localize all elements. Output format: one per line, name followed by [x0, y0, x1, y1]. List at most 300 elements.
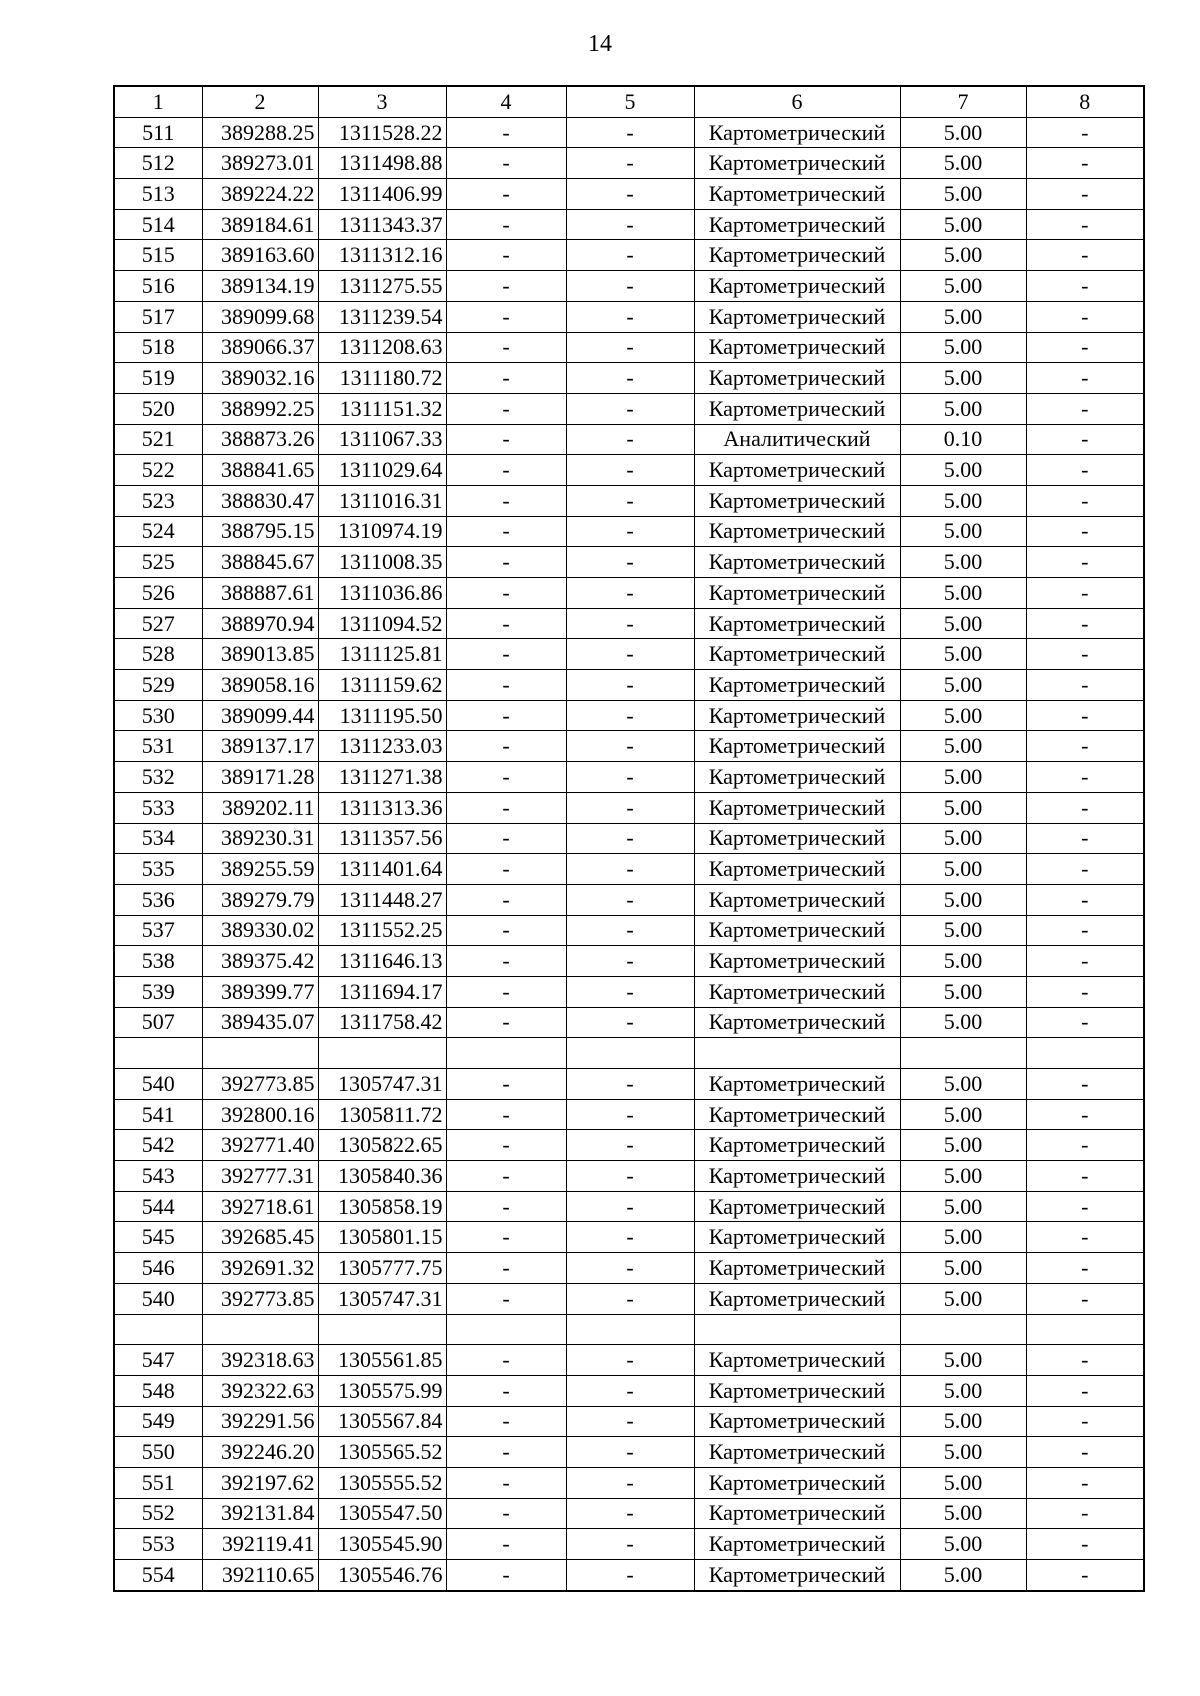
table-cell-col-1: 526	[114, 578, 202, 609]
table-cell-col-3: 1311094.52	[318, 608, 446, 639]
table-cell-col-3: 1305546.76	[318, 1560, 446, 1591]
table-cell-col-7: 5.00	[900, 547, 1026, 578]
table-cell-col-4: -	[446, 485, 566, 516]
table-cell-col-7: 5.00	[900, 792, 1026, 823]
table-cell-col-4: -	[446, 1345, 566, 1376]
table-cell-col-8: -	[1026, 976, 1144, 1007]
table-cell-col-1: 535	[114, 854, 202, 885]
table-cell-col-6: Картометрический	[694, 1467, 900, 1498]
table-cell-col-7: 5.00	[900, 1437, 1026, 1468]
table-row	[114, 1161, 1144, 1192]
table-cell-col-8	[1026, 1038, 1144, 1069]
table-cell-col-2: 389224.22	[202, 179, 318, 210]
table-cell-col-6: Аналитический	[694, 424, 900, 455]
table-cell-col-1: 529	[114, 670, 202, 701]
table-cell-col-6: Картометрический	[694, 1099, 900, 1130]
table-row	[114, 608, 1144, 639]
table-cell-col-1: 537	[114, 915, 202, 946]
table-cell-col-5: -	[566, 700, 694, 731]
table-cell-col-3	[318, 1038, 446, 1069]
table-cell-col-8: -	[1026, 762, 1144, 793]
table-cell-col-7: 5.00	[900, 271, 1026, 302]
table-cell-col-5: -	[566, 1375, 694, 1406]
table-cell-col-5: -	[566, 578, 694, 609]
table-cell-col-3: 1311233.03	[318, 731, 446, 762]
table-cell-col-7: 5.00	[900, 976, 1026, 1007]
table-cell-col-8: -	[1026, 240, 1144, 271]
table-cell-col-8: -	[1026, 670, 1144, 701]
table-cell-col-5: -	[566, 1222, 694, 1253]
table-cell-col-6: Картометрический	[694, 639, 900, 670]
table-cell-col-5: -	[566, 1069, 694, 1100]
table-cell-col-4: -	[446, 1222, 566, 1253]
table-cell-col-2: 389273.01	[202, 148, 318, 179]
table-cell-col-7: 5.00	[900, 117, 1026, 148]
table-cell-col-7: 5.00	[900, 485, 1026, 516]
table-cell-col-8: -	[1026, 301, 1144, 332]
table-cell-col-3: 1310974.19	[318, 516, 446, 547]
table-cell-col-5: -	[566, 332, 694, 363]
table-cell-col-2: 388887.61	[202, 578, 318, 609]
table-cell-col-7: 5.00	[900, 670, 1026, 701]
table-cell-col-8: -	[1026, 1467, 1144, 1498]
table-cell-col-3	[318, 1314, 446, 1345]
table-cell-col-1: 530	[114, 700, 202, 731]
table-cell-col-8: -	[1026, 1437, 1144, 1468]
table-cell-col-7: 5.00	[900, 1467, 1026, 1498]
table-row	[114, 1069, 1144, 1100]
table-cell-col-5: -	[566, 823, 694, 854]
table-cell-col-8: -	[1026, 884, 1144, 915]
table-cell-col-1: 520	[114, 393, 202, 424]
table-cell-col-4: -	[446, 179, 566, 210]
table-cell-col-1: 507	[114, 1007, 202, 1038]
table-cell-col-1: 518	[114, 332, 202, 363]
table-cell-col-6: Картометрический	[694, 884, 900, 915]
table-cell-col-7: 5.00	[900, 1406, 1026, 1437]
table-cell-col-5: -	[566, 393, 694, 424]
table-cell-col-4: -	[446, 1099, 566, 1130]
table-cell-col-1: 549	[114, 1406, 202, 1437]
table-cell-col-3: 1311067.33	[318, 424, 446, 455]
table-cell-col-6: Картометрический	[694, 1007, 900, 1038]
table-cell-col-8: -	[1026, 1161, 1144, 1192]
table-cell-col-5: -	[566, 1467, 694, 1498]
table-cell-col-4: -	[446, 547, 566, 578]
table-cell-col-5: -	[566, 946, 694, 977]
table-cell-col-2: 392773.85	[202, 1283, 318, 1314]
table-cell-col-7: 5.00	[900, 1529, 1026, 1560]
table-cell-col-6: Картометрический	[694, 1283, 900, 1314]
table-cell-col-5: -	[566, 1406, 694, 1437]
table-cell-col-4: -	[446, 700, 566, 731]
table-cell-col-5: -	[566, 1560, 694, 1591]
table-cell-col-6: Картометрический	[694, 670, 900, 701]
table-cell-col-7: 5.00	[900, 915, 1026, 946]
table-cell-col-8: -	[1026, 271, 1144, 302]
table-cell-col-7	[900, 1038, 1026, 1069]
table-cell-col-8: -	[1026, 1007, 1144, 1038]
table-cell-col-5: -	[566, 915, 694, 946]
table-row	[114, 1007, 1144, 1038]
table-cell-col-1: 525	[114, 547, 202, 578]
table-row	[114, 1099, 1144, 1130]
table-cell-col-1: 548	[114, 1375, 202, 1406]
table-row	[114, 1283, 1144, 1314]
table-cell-col-3: 1311528.22	[318, 117, 446, 148]
table-row	[114, 946, 1144, 977]
table-cell-col-6: Картометрический	[694, 700, 900, 731]
table-cell-col-2: 392119.41	[202, 1529, 318, 1560]
table-cell-col-2: 392718.61	[202, 1191, 318, 1222]
table-cell-col-7: 5.00	[900, 1099, 1026, 1130]
table-cell-col-2: 388830.47	[202, 485, 318, 516]
table-cell-col-2: 389099.44	[202, 700, 318, 731]
table-cell-col-2: 392322.63	[202, 1375, 318, 1406]
table-row	[114, 271, 1144, 302]
column-header-4: 4	[446, 86, 566, 117]
table-cell-col-1: 544	[114, 1191, 202, 1222]
table-cell-col-3: 1305561.85	[318, 1345, 446, 1376]
table-cell-col-2: 389435.07	[202, 1007, 318, 1038]
table-cell-col-5: -	[566, 1498, 694, 1529]
table-cell-col-1: 542	[114, 1130, 202, 1161]
table-cell-col-8: -	[1026, 578, 1144, 609]
table-cell-col-8: -	[1026, 455, 1144, 486]
table-cell-col-2: 389163.60	[202, 240, 318, 271]
table-cell-col-5: -	[566, 516, 694, 547]
table-row	[114, 1038, 1144, 1069]
table-cell-col-7: 5.00	[900, 1161, 1026, 1192]
table-cell-col-3: 1311208.63	[318, 332, 446, 363]
table-row	[114, 762, 1144, 793]
table-cell-col-7: 5.00	[900, 823, 1026, 854]
table-cell-col-1: 512	[114, 148, 202, 179]
table-cell-col-5: -	[566, 1529, 694, 1560]
table-cell-col-4: -	[446, 1498, 566, 1529]
table-cell-col-5: -	[566, 884, 694, 915]
table-cell-col-7: 5.00	[900, 516, 1026, 547]
table-row	[114, 117, 1144, 148]
table-cell-col-3: 1311029.64	[318, 455, 446, 486]
table-cell-col-3: 1311312.16	[318, 240, 446, 271]
table-cell-col-7: 5.00	[900, 455, 1026, 486]
table-cell-col-3: 1311271.38	[318, 762, 446, 793]
table-row	[114, 1345, 1144, 1376]
table-row	[114, 1314, 1144, 1345]
table-cell-col-1: 513	[114, 179, 202, 210]
table-cell-col-4: -	[446, 455, 566, 486]
table-cell-col-3: 1311448.27	[318, 884, 446, 915]
table-row	[114, 1467, 1144, 1498]
table-cell-col-2: 389013.85	[202, 639, 318, 670]
table-cell-col-4	[446, 1038, 566, 1069]
table-cell-col-3: 1311008.35	[318, 547, 446, 578]
table-cell-col-2: 389066.37	[202, 332, 318, 363]
table-cell-col-3: 1311239.54	[318, 301, 446, 332]
table-cell-col-2: 388845.67	[202, 547, 318, 578]
table-cell-col-1: 515	[114, 240, 202, 271]
table-cell-col-5: -	[566, 485, 694, 516]
table-cell-col-1: 516	[114, 271, 202, 302]
table-cell-col-3: 1305555.52	[318, 1467, 446, 1498]
table-cell-col-6: Картометрический	[694, 608, 900, 639]
table-row	[114, 731, 1144, 762]
table-cell-col-4: -	[446, 117, 566, 148]
table-cell-col-7	[900, 1314, 1026, 1345]
table-cell-col-1: 521	[114, 424, 202, 455]
table-cell-col-4: -	[446, 762, 566, 793]
table-cell-col-8: -	[1026, 915, 1144, 946]
table-cell-col-3: 1305565.52	[318, 1437, 446, 1468]
table-cell-col-8: -	[1026, 1222, 1144, 1253]
table-cell-col-3: 1311552.25	[318, 915, 446, 946]
table-cell-col-5: -	[566, 1130, 694, 1161]
table-cell-col-3: 1311357.56	[318, 823, 446, 854]
table-cell-col-1: 539	[114, 976, 202, 1007]
table-cell-col-4: -	[446, 976, 566, 1007]
table-cell-col-7: 5.00	[900, 700, 1026, 731]
table-cell-col-6: Картометрический	[694, 823, 900, 854]
table-cell-col-1: 519	[114, 363, 202, 394]
table-cell-col-5: -	[566, 117, 694, 148]
table-cell-col-3: 1311343.37	[318, 209, 446, 240]
table-cell-col-7: 5.00	[900, 884, 1026, 915]
table-cell-col-4: -	[446, 1467, 566, 1498]
table-cell-col-4: -	[446, 148, 566, 179]
table-cell-col-4: -	[446, 915, 566, 946]
table-cell-col-6: Картометрический	[694, 117, 900, 148]
table-cell-col-3: 1305858.19	[318, 1191, 446, 1222]
table-cell-col-3: 1311401.64	[318, 854, 446, 885]
table-cell-col-4: -	[446, 1191, 566, 1222]
table-cell-col-4: -	[446, 792, 566, 823]
table-cell-col-1: 533	[114, 792, 202, 823]
table-cell-col-1: 547	[114, 1345, 202, 1376]
page-number: 14	[588, 31, 612, 57]
table-cell-col-5: -	[566, 1283, 694, 1314]
table-cell-col-2: 392771.40	[202, 1130, 318, 1161]
table-cell-col-4: -	[446, 332, 566, 363]
table-cell-col-6: Картометрический	[694, 1069, 900, 1100]
table-cell-col-1: 538	[114, 946, 202, 977]
table-cell-col-7: 5.00	[900, 1345, 1026, 1376]
table-cell-col-4: -	[446, 578, 566, 609]
table-cell-col-6: Картометрический	[694, 1253, 900, 1284]
table-row	[114, 700, 1144, 731]
table-cell-col-5: -	[566, 240, 694, 271]
table-cell-col-7: 5.00	[900, 1375, 1026, 1406]
table-cell-col-4: -	[446, 1529, 566, 1560]
table-cell-col-6: Картометрический	[694, 1161, 900, 1192]
table-cell-col-5: -	[566, 670, 694, 701]
table-cell-col-7: 5.00	[900, 1222, 1026, 1253]
table-cell-col-2: 388970.94	[202, 608, 318, 639]
table-cell-col-5: -	[566, 363, 694, 394]
column-header-1: 1	[114, 86, 202, 117]
table-cell-col-2	[202, 1038, 318, 1069]
table-cell-col-4: -	[446, 393, 566, 424]
table-cell-col-5: -	[566, 1345, 694, 1376]
table-cell-col-2: 389230.31	[202, 823, 318, 854]
table-cell-col-1: 540	[114, 1069, 202, 1100]
table-cell-col-8	[1026, 1314, 1144, 1345]
table-cell-col-4: -	[446, 639, 566, 670]
table-cell-col-4: -	[446, 363, 566, 394]
table-cell-col-8: -	[1026, 823, 1144, 854]
table-cell-col-2: 392246.20	[202, 1437, 318, 1468]
table-cell-col-6: Картометрический	[694, 148, 900, 179]
coordinates-table	[113, 85, 1145, 1592]
table-cell-col-8: -	[1026, 1130, 1144, 1161]
table-cell-col-6: Картометрический	[694, 1222, 900, 1253]
table-cell-col-5: -	[566, 1099, 694, 1130]
table-cell-col-7: 5.00	[900, 301, 1026, 332]
table-cell-col-4: -	[446, 1283, 566, 1314]
table-row	[114, 424, 1144, 455]
table-cell-col-3: 1305567.84	[318, 1406, 446, 1437]
table-cell-col-7: 5.00	[900, 1560, 1026, 1591]
table-cell-col-1	[114, 1314, 202, 1345]
table-cell-col-2: 389058.16	[202, 670, 318, 701]
table-cell-col-3: 1305747.31	[318, 1069, 446, 1100]
table-cell-col-1: 517	[114, 301, 202, 332]
table-row	[114, 1253, 1144, 1284]
table-cell-col-2: 392800.16	[202, 1099, 318, 1130]
table-cell-col-5	[566, 1314, 694, 1345]
table-cell-col-3: 1311406.99	[318, 179, 446, 210]
table-cell-col-4: -	[446, 301, 566, 332]
table-cell-col-8: -	[1026, 393, 1144, 424]
table-row	[114, 1406, 1144, 1437]
table-cell-col-3: 1311275.55	[318, 271, 446, 302]
table-cell-col-5: -	[566, 1161, 694, 1192]
table-row	[114, 1130, 1144, 1161]
table-cell-col-2: 389330.02	[202, 915, 318, 946]
table-cell-col-7: 5.00	[900, 393, 1026, 424]
table-cell-col-6: Картометрический	[694, 516, 900, 547]
table-cell-col-4: -	[446, 516, 566, 547]
column-header-6: 6	[694, 86, 900, 117]
table-cell-col-8: -	[1026, 1069, 1144, 1100]
table-row	[114, 792, 1144, 823]
table-cell-col-8: -	[1026, 854, 1144, 885]
table-cell-col-8: -	[1026, 424, 1144, 455]
table-cell-col-2: 392773.85	[202, 1069, 318, 1100]
table-cell-col-1: 543	[114, 1161, 202, 1192]
table-cell-col-5: -	[566, 976, 694, 1007]
table-cell-col-1: 528	[114, 639, 202, 670]
table-cell-col-8: -	[1026, 1345, 1144, 1376]
table-cell-col-1: 532	[114, 762, 202, 793]
table-cell-col-6: Картометрический	[694, 946, 900, 977]
table-cell-col-5: -	[566, 1191, 694, 1222]
table-cell-col-2	[202, 1314, 318, 1345]
table-cell-col-5: -	[566, 608, 694, 639]
table-cell-col-4	[446, 1314, 566, 1345]
table-row	[114, 1529, 1144, 1560]
table-cell-col-7: 5.00	[900, 332, 1026, 363]
table-cell-col-7: 5.00	[900, 148, 1026, 179]
table-cell-col-3: 1305801.15	[318, 1222, 446, 1253]
table-cell-col-4: -	[446, 731, 566, 762]
table-cell-col-6: Картометрический	[694, 455, 900, 486]
table-cell-col-6: Картометрический	[694, 1437, 900, 1468]
table-cell-col-2: 389184.61	[202, 209, 318, 240]
table-cell-col-1: 551	[114, 1467, 202, 1498]
table-cell-col-2: 389288.25	[202, 117, 318, 148]
table-cell-col-8: -	[1026, 1191, 1144, 1222]
table-cell-col-6: Картометрический	[694, 301, 900, 332]
table-cell-col-3: 1311036.86	[318, 578, 446, 609]
table-cell-col-2: 392197.62	[202, 1467, 318, 1498]
table-cell-col-7: 5.00	[900, 946, 1026, 977]
table-cell-col-2: 388841.65	[202, 455, 318, 486]
table-cell-col-4: -	[446, 1007, 566, 1038]
table-row	[114, 854, 1144, 885]
table-cell-col-5: -	[566, 209, 694, 240]
table-cell-col-8: -	[1026, 1283, 1144, 1314]
table-cell-col-1: 531	[114, 731, 202, 762]
table-cell-col-5: -	[566, 148, 694, 179]
table-cell-col-7: 0.10	[900, 424, 1026, 455]
table-cell-col-4: -	[446, 1406, 566, 1437]
table-cell-col-5: -	[566, 1437, 694, 1468]
table-cell-col-6: Картометрический	[694, 792, 900, 823]
table-cell-col-2: 388873.26	[202, 424, 318, 455]
table-cell-col-1: 536	[114, 884, 202, 915]
table-cell-col-5: -	[566, 1007, 694, 1038]
table-cell-col-1	[114, 1038, 202, 1069]
table-cell-col-2: 392110.65	[202, 1560, 318, 1591]
table-row	[114, 884, 1144, 915]
table-row	[114, 516, 1144, 547]
table-cell-col-2: 392318.63	[202, 1345, 318, 1376]
table-row	[114, 976, 1144, 1007]
table-cell-col-7: 5.00	[900, 578, 1026, 609]
table-cell-col-1: 541	[114, 1099, 202, 1130]
table-row	[114, 1191, 1144, 1222]
table-cell-col-4: -	[446, 1375, 566, 1406]
table-cell-col-6: Картометрический	[694, 854, 900, 885]
table-cell-col-5: -	[566, 271, 694, 302]
table-cell-col-3: 1311125.81	[318, 639, 446, 670]
table-row	[114, 1375, 1144, 1406]
table-row	[114, 363, 1144, 394]
table-cell-col-2: 392131.84	[202, 1498, 318, 1529]
table-cell-col-3: 1305545.90	[318, 1529, 446, 1560]
table-cell-col-6: Картометрический	[694, 1130, 900, 1161]
table-cell-col-8: -	[1026, 1375, 1144, 1406]
table-cell-col-3: 1305747.31	[318, 1283, 446, 1314]
column-header-8: 8	[1026, 86, 1144, 117]
table-cell-col-4: -	[446, 884, 566, 915]
table-cell-col-8: -	[1026, 516, 1144, 547]
table-row	[114, 1498, 1144, 1529]
table-cell-col-8: -	[1026, 731, 1144, 762]
table-row	[114, 332, 1144, 363]
table-cell-col-4: -	[446, 823, 566, 854]
table-cell-col-8: -	[1026, 485, 1144, 516]
table-cell-col-2: 389099.68	[202, 301, 318, 332]
table-cell-col-2: 392691.32	[202, 1253, 318, 1284]
table-cell-col-2: 392685.45	[202, 1222, 318, 1253]
table-cell-col-6: Картометрический	[694, 179, 900, 210]
table-cell-col-1: 554	[114, 1560, 202, 1591]
table-cell-col-4: -	[446, 946, 566, 977]
table-cell-col-6: Картометрический	[694, 547, 900, 578]
table-cell-col-1: 524	[114, 516, 202, 547]
